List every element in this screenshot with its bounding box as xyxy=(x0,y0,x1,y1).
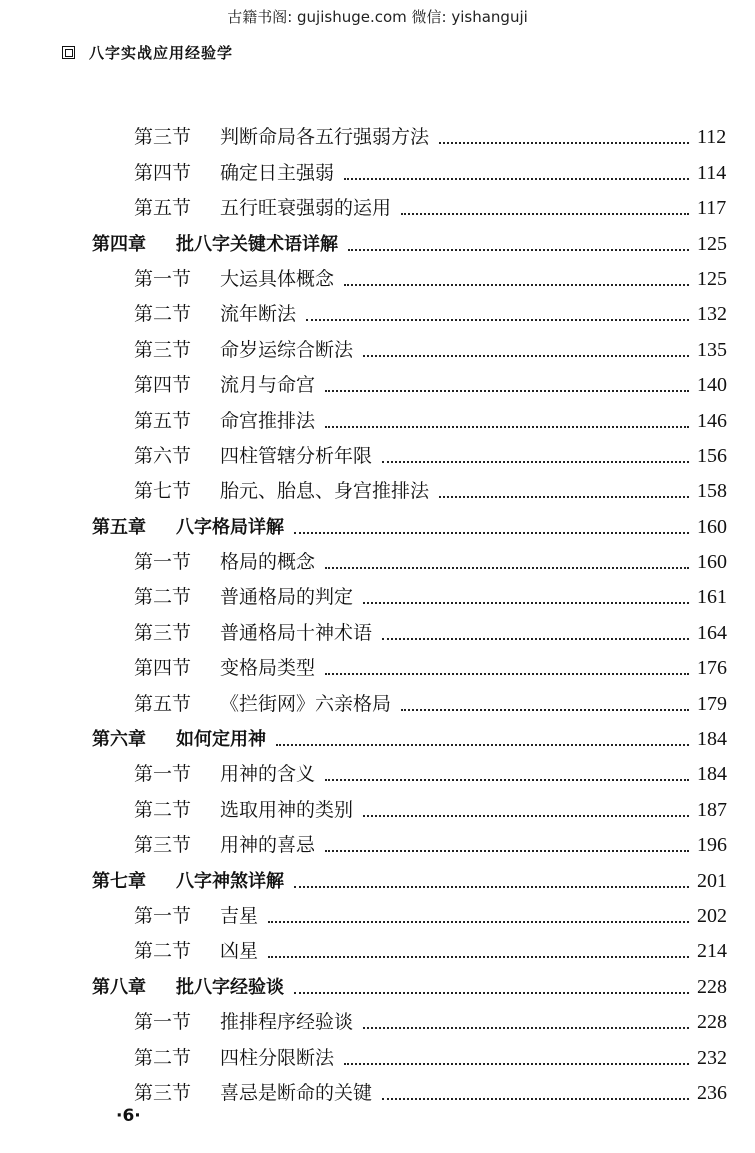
dot-leader xyxy=(268,921,689,923)
toc-section-entry xyxy=(0,189,755,224)
toc-section-entry xyxy=(0,118,755,153)
toc-entry-page: 125 xyxy=(697,267,727,290)
dot-leader xyxy=(325,850,689,852)
toc-section-entry xyxy=(0,755,755,790)
dot-leader xyxy=(382,461,689,463)
toc-section-entry xyxy=(0,932,755,967)
toc-entry-label xyxy=(134,299,306,326)
toc-entry-title: 四柱分限断法 xyxy=(220,1046,335,1069)
toc-entry-label xyxy=(134,193,401,220)
toc-section-entry xyxy=(0,295,755,330)
toc-entry-number: 第三节 xyxy=(134,621,192,644)
dot-leader xyxy=(401,709,689,711)
toc-section-entry xyxy=(0,578,755,613)
toc-entry-title: 用神的喜忌 xyxy=(220,834,316,857)
toc-entry-number: 第一节 xyxy=(134,763,192,786)
toc-section-entry xyxy=(0,790,755,825)
dot-leader xyxy=(344,284,689,286)
dot-leader xyxy=(294,532,689,534)
toc-section-entry xyxy=(0,1003,755,1038)
toc-entry-label xyxy=(134,830,325,857)
toc-entry-label xyxy=(134,759,325,786)
toc-entry-page: 202 xyxy=(697,904,727,927)
toc-entry-page: 114 xyxy=(697,161,727,184)
toc-entry-page: 184 xyxy=(697,763,727,786)
dot-leader xyxy=(363,355,689,357)
dot-leader xyxy=(363,602,689,604)
toc-section-entry xyxy=(0,543,755,578)
toc-section-entry xyxy=(0,826,755,861)
toc-entry-title: 如何定用神 xyxy=(176,729,266,751)
toc-entry-title: 四柱管辖分析年限 xyxy=(220,444,373,467)
toc-entry-page: 125 xyxy=(697,232,727,255)
toc-entry-number: 第五节 xyxy=(134,692,192,715)
toc-entry-title: 《拦街网》六亲格局 xyxy=(220,692,392,715)
toc-entry-page: 161 xyxy=(697,586,727,609)
dot-leader xyxy=(344,178,689,180)
toc-chapter-entry xyxy=(0,967,755,1002)
toc-entry-label xyxy=(92,513,294,539)
toc-entry-label xyxy=(134,901,268,928)
toc-entry-number: 第三节 xyxy=(134,1081,192,1104)
toc-entry-label xyxy=(134,406,325,433)
toc-entry-number: 第六章 xyxy=(92,729,146,751)
toc-entry-page: 187 xyxy=(697,798,727,821)
toc-entry-page: 160 xyxy=(697,515,727,538)
toc-entry-label xyxy=(92,867,294,893)
toc-entry-label xyxy=(134,335,363,362)
toc-entry-label xyxy=(134,582,363,609)
dot-leader xyxy=(439,142,689,144)
toc-entry-number: 第一节 xyxy=(134,1011,192,1034)
toc-entry-number: 第四章 xyxy=(92,233,146,255)
toc-entry-number: 第二节 xyxy=(134,940,192,963)
toc-entry-page: 140 xyxy=(697,374,727,397)
toc-entry-title: 确定日主强弱 xyxy=(220,161,335,184)
watermark-text: 古籍书阁: gujishuge.com 微信: yishanguji xyxy=(227,8,528,26)
toc-entry-number: 第七节 xyxy=(134,480,192,503)
toc-entry-title: 凶星 xyxy=(220,940,259,963)
toc-entry-number: 第五节 xyxy=(134,409,192,432)
toc-entry-number: 第八章 xyxy=(92,976,146,998)
toc-entry-page: 158 xyxy=(697,480,727,503)
toc-entry-number: 第四节 xyxy=(134,374,192,397)
toc-entry-number: 第三节 xyxy=(134,834,192,857)
toc-entry-page: 179 xyxy=(697,692,727,715)
toc-entry-page: 176 xyxy=(697,657,727,680)
toc-entry-title: 批八字关键术语详解 xyxy=(176,233,338,255)
toc-entry-title: 用神的含义 xyxy=(220,763,316,786)
toc-chapter-entry xyxy=(0,720,755,755)
toc-chapter-entry xyxy=(0,507,755,542)
toc-entry-title: 推排程序经验谈 xyxy=(220,1011,354,1034)
toc-entry-title: 流月与命宫 xyxy=(220,374,316,397)
toc-entry-page: 236 xyxy=(697,1081,727,1104)
toc-entry-title: 选取用神的类别 xyxy=(220,798,354,821)
dot-leader xyxy=(382,1098,689,1100)
toc-entry-label xyxy=(134,158,344,185)
dot-leader xyxy=(268,956,689,958)
toc-section-entry xyxy=(0,260,755,295)
toc-entry-title: 胎元、胎息、身宫推排法 xyxy=(220,480,430,503)
toc-entry-label xyxy=(134,689,401,716)
toc-entry-number: 第二节 xyxy=(134,303,192,326)
toc-section-entry xyxy=(0,1038,755,1073)
dot-leader xyxy=(325,390,689,392)
toc-section-entry xyxy=(0,153,755,188)
toc-entry-page: 156 xyxy=(697,444,727,467)
toc-section-entry xyxy=(0,649,755,684)
toc-entry-number: 第五章 xyxy=(92,516,146,538)
toc-entry-number: 第四节 xyxy=(134,161,192,184)
toc-entry-page: 135 xyxy=(697,338,727,361)
page-number: ·6· xyxy=(116,1106,141,1126)
toc-entry-page: 117 xyxy=(697,197,727,220)
toc-section-entry xyxy=(0,437,755,472)
table-of-contents xyxy=(0,118,755,1109)
toc-section-entry xyxy=(0,1074,755,1109)
toc-entry-label xyxy=(134,1007,363,1034)
toc-entry-label xyxy=(92,725,276,751)
toc-entry-page: 112 xyxy=(697,126,727,149)
toc-entry-label xyxy=(134,1043,344,1070)
toc-entry-label xyxy=(134,936,268,963)
toc-entry-page: 164 xyxy=(697,621,727,644)
dot-leader xyxy=(439,496,689,498)
toc-section-entry xyxy=(0,472,755,507)
dot-leader xyxy=(294,992,689,994)
toc-entry-label xyxy=(134,122,439,149)
toc-entry-number: 第一节 xyxy=(134,551,192,574)
toc-entry-title: 格局的概念 xyxy=(220,551,316,574)
toc-entry-title: 八字神煞详解 xyxy=(176,870,284,892)
dot-leader xyxy=(382,638,689,640)
toc-chapter-entry xyxy=(0,861,755,896)
toc-entry-number: 第二节 xyxy=(134,586,192,609)
toc-entry-label xyxy=(134,547,325,574)
dot-leader xyxy=(325,673,689,675)
toc-entry-number: 第二节 xyxy=(134,798,192,821)
dot-leader xyxy=(344,1063,689,1065)
toc-entry-title: 八字格局详解 xyxy=(176,516,284,538)
toc-section-entry xyxy=(0,401,755,436)
toc-entry-number: 第一节 xyxy=(134,267,192,290)
toc-entry-label xyxy=(134,441,382,468)
toc-entry-page: 132 xyxy=(697,303,727,326)
toc-entry-title: 变格局类型 xyxy=(220,657,316,680)
dot-leader xyxy=(401,213,689,215)
running-header xyxy=(62,42,233,63)
toc-entry-title: 命宫推排法 xyxy=(220,409,316,432)
toc-entry-page: 160 xyxy=(697,551,727,574)
toc-entry-title: 批八字经验谈 xyxy=(176,976,284,998)
book-title: 八字实战应用经验学 xyxy=(89,44,234,62)
dot-leader xyxy=(276,744,689,746)
toc-entry-page: 214 xyxy=(697,940,727,963)
dot-leader xyxy=(325,567,689,569)
toc-entry-number: 第三节 xyxy=(134,126,192,149)
toc-entry-label xyxy=(134,795,363,822)
toc-entry-label xyxy=(134,264,344,291)
toc-section-entry xyxy=(0,684,755,719)
toc-entry-label xyxy=(92,230,348,256)
toc-entry-page: 196 xyxy=(697,834,727,857)
toc-entry-title: 大运具体概念 xyxy=(220,267,335,290)
toc-entry-title: 命岁运综合断法 xyxy=(220,338,354,361)
toc-entry-number: 第四节 xyxy=(134,657,192,680)
dot-leader xyxy=(294,886,689,888)
toc-entry-number: 第二节 xyxy=(134,1046,192,1069)
dot-leader xyxy=(348,249,689,251)
toc-entry-page: 146 xyxy=(697,409,727,432)
toc-entry-title: 判断命局各五行强弱方法 xyxy=(220,126,430,149)
dot-leader xyxy=(306,319,689,321)
toc-entry-page: 232 xyxy=(697,1046,727,1069)
toc-entry-number: 第三节 xyxy=(134,338,192,361)
toc-entry-number: 第七章 xyxy=(92,870,146,892)
toc-entry-number: 第一节 xyxy=(134,904,192,927)
toc-entry-label xyxy=(134,618,382,645)
toc-chapter-entry xyxy=(0,224,755,259)
toc-entry-label xyxy=(134,370,325,397)
toc-entry-page: 228 xyxy=(697,1011,727,1034)
toc-entry-label xyxy=(134,476,439,503)
book-box-icon xyxy=(62,46,75,59)
toc-section-entry xyxy=(0,366,755,401)
toc-entry-label xyxy=(92,973,294,999)
toc-section-entry xyxy=(0,613,755,648)
toc-entry-page: 201 xyxy=(697,869,727,892)
toc-entry-title: 普通格局的判定 xyxy=(220,586,354,609)
toc-entry-page: 184 xyxy=(697,728,727,751)
toc-entry-label xyxy=(134,653,325,680)
toc-section-entry xyxy=(0,330,755,365)
toc-entry-label xyxy=(134,1078,382,1105)
toc-entry-page: 228 xyxy=(697,975,727,998)
dot-leader xyxy=(363,1027,689,1029)
toc-section-entry xyxy=(0,897,755,932)
toc-entry-title: 喜忌是断命的关键 xyxy=(220,1081,373,1104)
dot-leader xyxy=(325,426,689,428)
toc-entry-number: 第六节 xyxy=(134,444,192,467)
dot-leader xyxy=(325,779,689,781)
dot-leader xyxy=(363,815,689,817)
toc-entry-title: 流年断法 xyxy=(220,303,297,326)
toc-entry-number: 第五节 xyxy=(134,197,192,220)
toc-entry-title: 普通格局十神术语 xyxy=(220,621,373,644)
toc-entry-title: 五行旺衰强弱的运用 xyxy=(220,197,392,220)
toc-entry-title: 吉星 xyxy=(220,904,259,927)
